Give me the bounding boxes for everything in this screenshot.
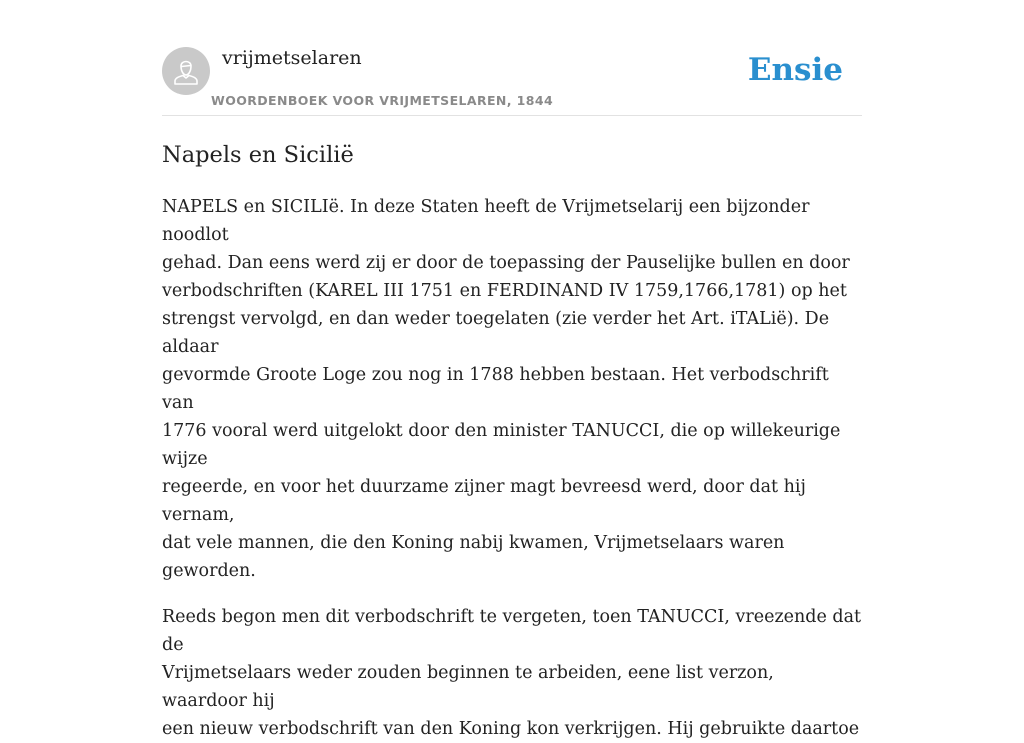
ensie-logo[interactable]: Ensie [747,52,843,88]
article-paragraph: NAPELS en SICILIë. In deze Staten heeft de Vrijmetselarij een bijzonder noodlot gehad. Dan eens werd zij er door de toepassing der Pauselijke bullen en door verbodschriften (KAREL III 1751 en FERDINAND IV 1759,1766,1781) op het strengst vervolgd, en dan weder toegelaten (zie verder het Art. iTALië). De aldaar gevormde Groote Loge zou nog in 1788 hebben bestaan. Het verbodschrift van 1776 vooral werd uitgelokt door den minister TANUCCI, die op willekeurige wijze regeerde, en voor het duurzame zijner magt bevreesd werd, door dat hij vernam, dat vele mannen, die den Koning nabij kwamen, Vrijmetselaars waren geworden. [162,197,850,581]
page [162,0,862,743]
article-title: Napels en Sicilië [162,142,354,168]
article-paragraph: Reeds begon men dit verbodschrift te vergeten, toen TANUCCI, vreezende dat de Vrijmetselaars weder zouden beginnen te arbeiden, eene list verzon, waardoor hij een nieuw verbodschrift van den Koning kon verkrijgen. Hij gebruikte daartoe [162,607,862,739]
author-name[interactable]: vrijmetselaren [222,47,362,69]
user-avatar-icon[interactable] [162,47,210,95]
article-header [162,0,862,116]
source-label[interactable]: WOORDENBOEK VOOR VRIJMETSELAREN, 1844 [211,93,554,108]
article-body [162,193,862,743]
